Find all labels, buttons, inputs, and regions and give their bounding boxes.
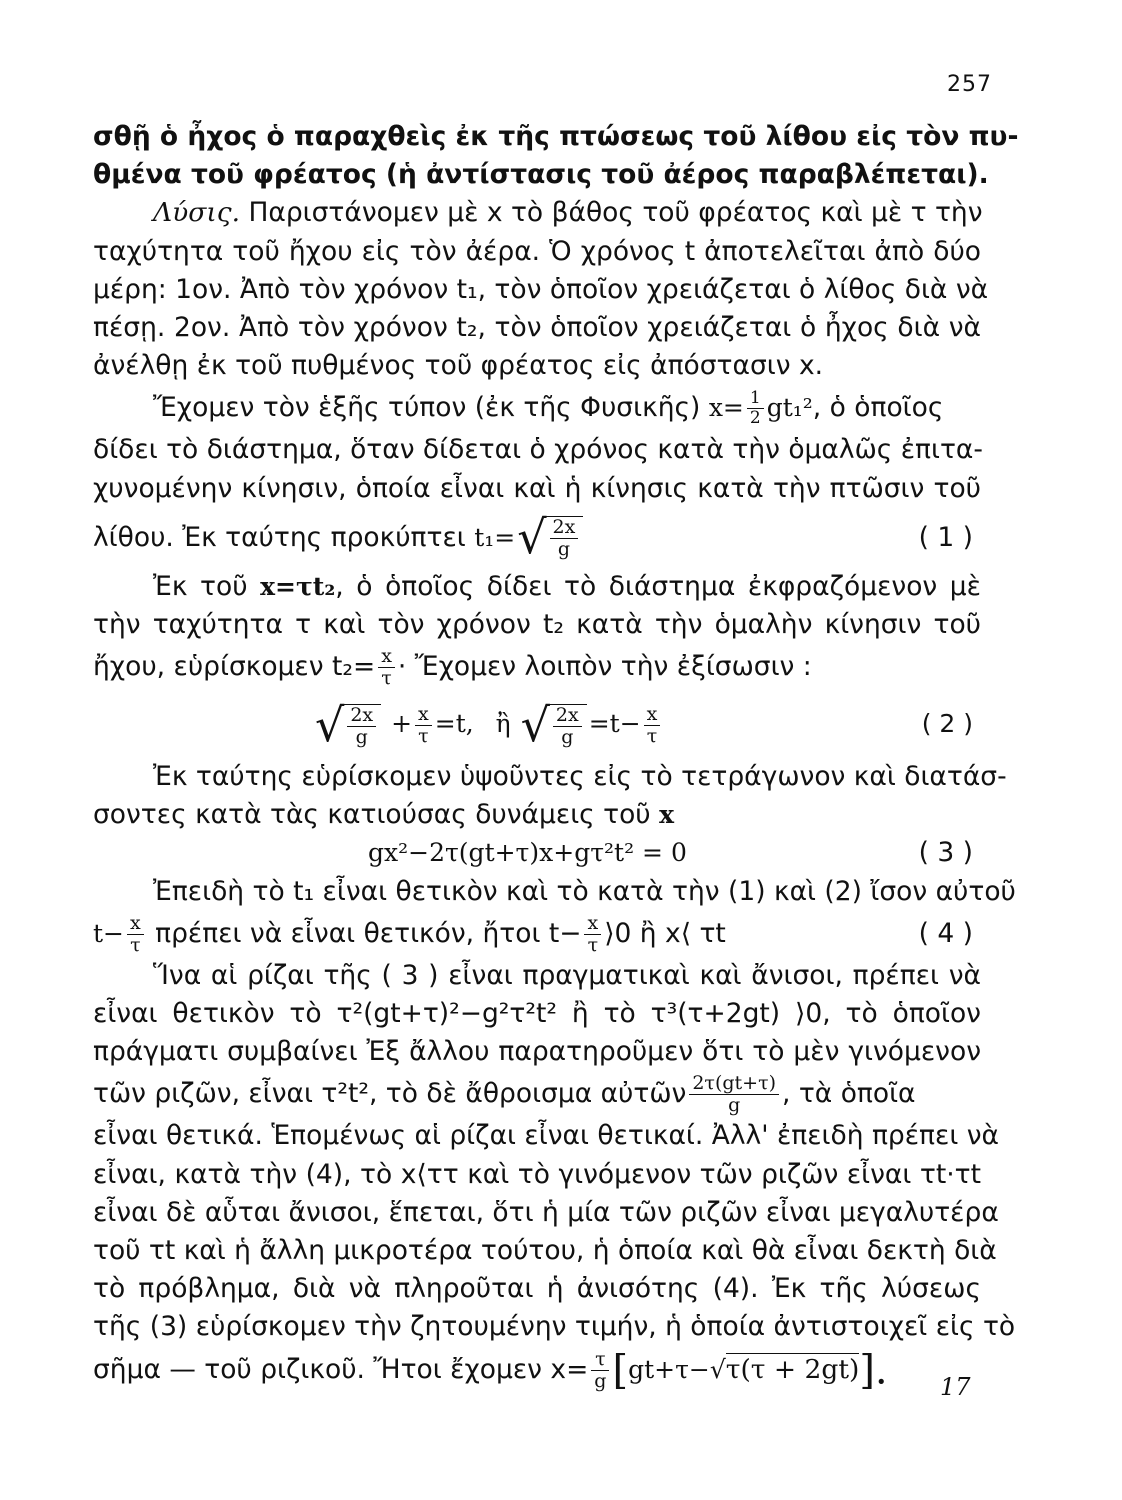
solution-label: Λύσις. (153, 197, 240, 229)
or-word: ἢ (495, 709, 511, 739)
sqrt-icon: √ (315, 697, 345, 752)
fraction-numerator: 2x (553, 705, 582, 727)
para5-line-5: εἶναι θετικά. Ἑπομένως αἱ ρίζαι εἶναι θετικαί. Ἀλλ' ἐπειδὴ πρέπει νὰ (93, 1120, 999, 1152)
fraction-numerator: x (127, 913, 144, 935)
open-bracket: [ (612, 1347, 629, 1393)
para3-line-2-text: σοντες κατὰ τὰς κατιούσας δυνάμεις τοῦ (93, 799, 651, 831)
fraction-sum-of-roots (689, 1073, 779, 1116)
para3-line-2 (93, 796, 981, 834)
fraction-denominator: g (561, 725, 574, 748)
final-formula-radicand: τ(τ + 2gt) (725, 1353, 860, 1385)
sqrt-2x-over-g-b (520, 697, 587, 752)
equals-t: =t, (434, 709, 474, 739)
fraction-denominator: g (557, 538, 571, 561)
para5-line-10: τῆς (3) εὑρίσκομεν τὴν ζητουμένην τιμήν, ἡ ὁποία ἀντιστοιχεῖ εἰς τὸ (93, 1311, 1016, 1343)
para5-line-8: τοῦ τt καὶ ἡ ἄλλη μικροτέρα τούτου, ἡ ὁποία καὶ θὰ εἶναι δεκτὴ διὰ (93, 1234, 997, 1266)
fraction-denominator: τ (130, 933, 141, 956)
equals-t-minus: =t− (588, 709, 641, 739)
fraction-tau-over-g (591, 1349, 609, 1392)
equation-1-text: λίθου. Ἐκ ταύτης προκύπτει (93, 521, 466, 553)
final-formula-inner: gt+τ− (628, 1354, 710, 1384)
equation-1-lhs: t₁= (474, 522, 516, 552)
para4-text: πρέπει νὰ εἶναι θετικόν, ἤτοι t− (155, 917, 582, 949)
heading-line-2: θμένα τοῦ φρέατος (ἡ ἀντίστασις τοῦ ἀέρος παραβλέπεται). (93, 159, 989, 191)
equation-number-2: ( 2 ) (921, 709, 973, 739)
fraction-denominator: τ (418, 725, 429, 748)
fraction-denominator: g (355, 725, 368, 748)
sqrt-icon: √ (709, 1354, 726, 1384)
para4-inequality: ⟩0 ἢ x⟨ τt (604, 917, 726, 949)
physics-text-pre: Ἔχομεν τὸν ἑξῆς τύπον (ἐκ τῆς Φυσικῆς) (153, 392, 701, 424)
fraction-numerator: x (378, 646, 395, 668)
fraction-numerator: x (584, 913, 601, 935)
para3-line-1: Ἐκ ταύτης εὑρίσκομεν ὑψοῦντες εἰς τὸ τετράγωνον καὶ διατάσ- (153, 761, 1007, 793)
para5-line-4 (93, 1071, 981, 1117)
solution-text-1: Παριστάνομεν μὲ x τὸ βάθος τοῦ φρέατος καὶ μὲ τ τὴν (248, 197, 983, 229)
solution-line-5: ἀνέλθῃ ἐκ τοῦ πυθμένος τοῦ φρέατος εἰς ἀπόστασιν x. (93, 350, 824, 382)
physics-formula-lhs: x= (708, 393, 744, 423)
equation-2-line (93, 690, 981, 758)
fraction-numerator: x (644, 704, 661, 726)
para5-line-9: τὸ πρόβλημα, διὰ νὰ πληροῦται ἡ ἀνισότης (4). Ἐκ τῆς λύσεως (93, 1273, 981, 1305)
heading-line-1: σθῇ ὁ ἦχος ὁ παραχθεὶς ἐκ τῆς πτώσεως τοῦ λίθου εἰς τὸν πυ- (93, 121, 1019, 152)
solution-line-3: μέρη: 1ον. Ἀπὸ τὸν χρόνον t₁, τὸν ὁποῖον χρειάζεται ὁ λίθος διὰ νὰ (93, 273, 989, 305)
equation-3-line (93, 834, 981, 872)
para2-line-3 (93, 644, 981, 690)
solution-line-2: ταχύτητα τοῦ ἤχου εἰς τὸν ἀέρα. Ὁ χρόνος t ἀποτελεῖται ἀπὸ δύο (93, 235, 981, 267)
close-bracket: ]. (859, 1347, 888, 1393)
para5-line-7: εἶναι δὲ αὗται ἄνισοι, ἕπεται, ὅτι ἡ μία τῶν ριζῶν εἶναι μεγαλυτέρα (93, 1196, 999, 1228)
sqrt-2x-over-g (517, 510, 583, 565)
fraction-numerator: 2x (550, 517, 579, 539)
page-body (93, 118, 1019, 1393)
para2-line-2: τὴν ταχύτητα τ καὶ τὸν χρόνον t₂ κατὰ τὴν ὁμαλὴν κίνησιν τοῦ (93, 608, 981, 640)
para5-line-4-post: , τὰ ὁποῖα (782, 1078, 916, 1110)
solution-line-1 (93, 194, 981, 232)
fraction-half (747, 389, 764, 428)
fraction-numerator: 2τ(gt+τ) (689, 1073, 779, 1095)
equation-number-4: ( 4 ) (918, 917, 973, 949)
para2-formula: x=τt₂ (260, 571, 336, 601)
para2-line-1 (93, 568, 981, 606)
para5-line-6: εἶναι, κατὰ τὴν (4), τὸ x⟨ττ καὶ τὸ γινόμενον τῶν ριζῶν εἶναι τt·τt (93, 1158, 981, 1190)
physics-line-3: χυνομένην κίνησιν, ὁποία εἶναι καὶ ἡ κίνησις κατὰ τὴν πτῶσιν τοῦ (93, 472, 981, 504)
equation-3-formula: gx²−2τ(gt+τ)x+gτ²t² = 0 (368, 838, 687, 868)
fraction-x-over-tau-2 (584, 913, 601, 956)
fraction-x-over-tau-2 (644, 704, 661, 747)
fraction-denominator: τ (381, 667, 392, 690)
fraction-numerator: τ (591, 1349, 609, 1371)
equation-1-line (93, 508, 981, 568)
fraction-x-over-tau (378, 646, 395, 689)
equation-number-1: ( 1 ) (918, 521, 973, 553)
fraction-x-over-tau (415, 704, 432, 747)
para5-line-11-pre: σῆμα — τοῦ ριζικοῦ. Ἤτοι ἔχομεν x= (93, 1353, 589, 1385)
sqrt-2x-over-g-a (315, 697, 381, 752)
physics-text-post: , ὁ ὁποῖος (812, 392, 944, 424)
para2-line-3-post: · Ἔχομεν λοιπὸν τὴν ἐξίσωσιν : (397, 651, 812, 683)
para2-text-pre: Ἐκ τοῦ (153, 570, 248, 602)
para5-line-2: εἶναι θετικὸν τὸ τ²(gt+τ)²−g²τ²t² ἢ τὸ τ³(τ+2gt) ⟩0, τὸ ὁποῖον (93, 998, 981, 1029)
para4-line-2 (93, 911, 981, 957)
sqrt-icon: √ (517, 510, 547, 565)
para5-line-11 (93, 1347, 981, 1393)
fraction-numerator: 2x (347, 705, 376, 727)
page-number: 257 (947, 72, 992, 97)
fraction-denominator: τ (646, 725, 658, 748)
para3-variable: x (659, 800, 674, 830)
fraction-denominator: τ (587, 933, 599, 956)
physics-formula-rhs: gt₁² (766, 393, 813, 423)
plus-sign: + (391, 709, 413, 739)
fraction-x-over-tau (127, 913, 144, 956)
fraction-denominator: g (728, 1094, 741, 1117)
fraction-numerator: 1 (747, 389, 764, 409)
para4-t-minus: t− (93, 918, 124, 948)
para5-line-4-pre: τῶν ριζῶν, εἶναι τ²t², τὸ δὲ ἄθροισμα αὐτῶν (93, 1078, 687, 1110)
fraction-numerator: x (415, 704, 432, 726)
para2-text-post: , ὁ ὁποῖος δίδει τὸ διάστημα ἐκφραζόμενον μὲ (335, 570, 981, 602)
para4-line-1: Ἐπειδὴ τὸ t₁ εἶναι θετικὸν καὶ τὸ κατὰ τὴν (1) καὶ (2) ἴσον αὐτοῦ (153, 875, 1016, 907)
solution-line-4: πέσῃ. 2ον. Ἀπὸ τὸν χρόνον t₂, τὸν ὁποῖον χρειάζεται ὁ ἦχος διὰ νὰ (93, 311, 981, 343)
sqrt-icon: √ (520, 697, 550, 752)
para5-line-3: πράγματι συμβαίνει Ἐξ ἄλλου παρατηροῦμεν ὅτι τὸ μὲν γινόμενον (93, 1036, 981, 1068)
physics-line-1 (93, 385, 981, 431)
equation-number-3: ( 3 ) (918, 837, 973, 869)
signature-mark: 17 (940, 1373, 971, 1401)
physics-line-2: δίδει τὸ διάστημα, ὅταν δίδεται ὁ χρόνος κατὰ τὴν ὁμαλῶς ἐπιτα- (93, 434, 983, 466)
fraction-denominator: g (594, 1369, 607, 1392)
para2-line-3-pre: ἤχου, εὑρίσκομεν t₂= (93, 651, 376, 683)
para5-line-1: Ἵνα αἱ ρίζαι τῆς ( 3 ) εἶναι πραγματικαὶ καὶ ἄνισοι, πρέπει νὰ (153, 959, 981, 991)
fraction-denominator: 2 (749, 408, 761, 429)
